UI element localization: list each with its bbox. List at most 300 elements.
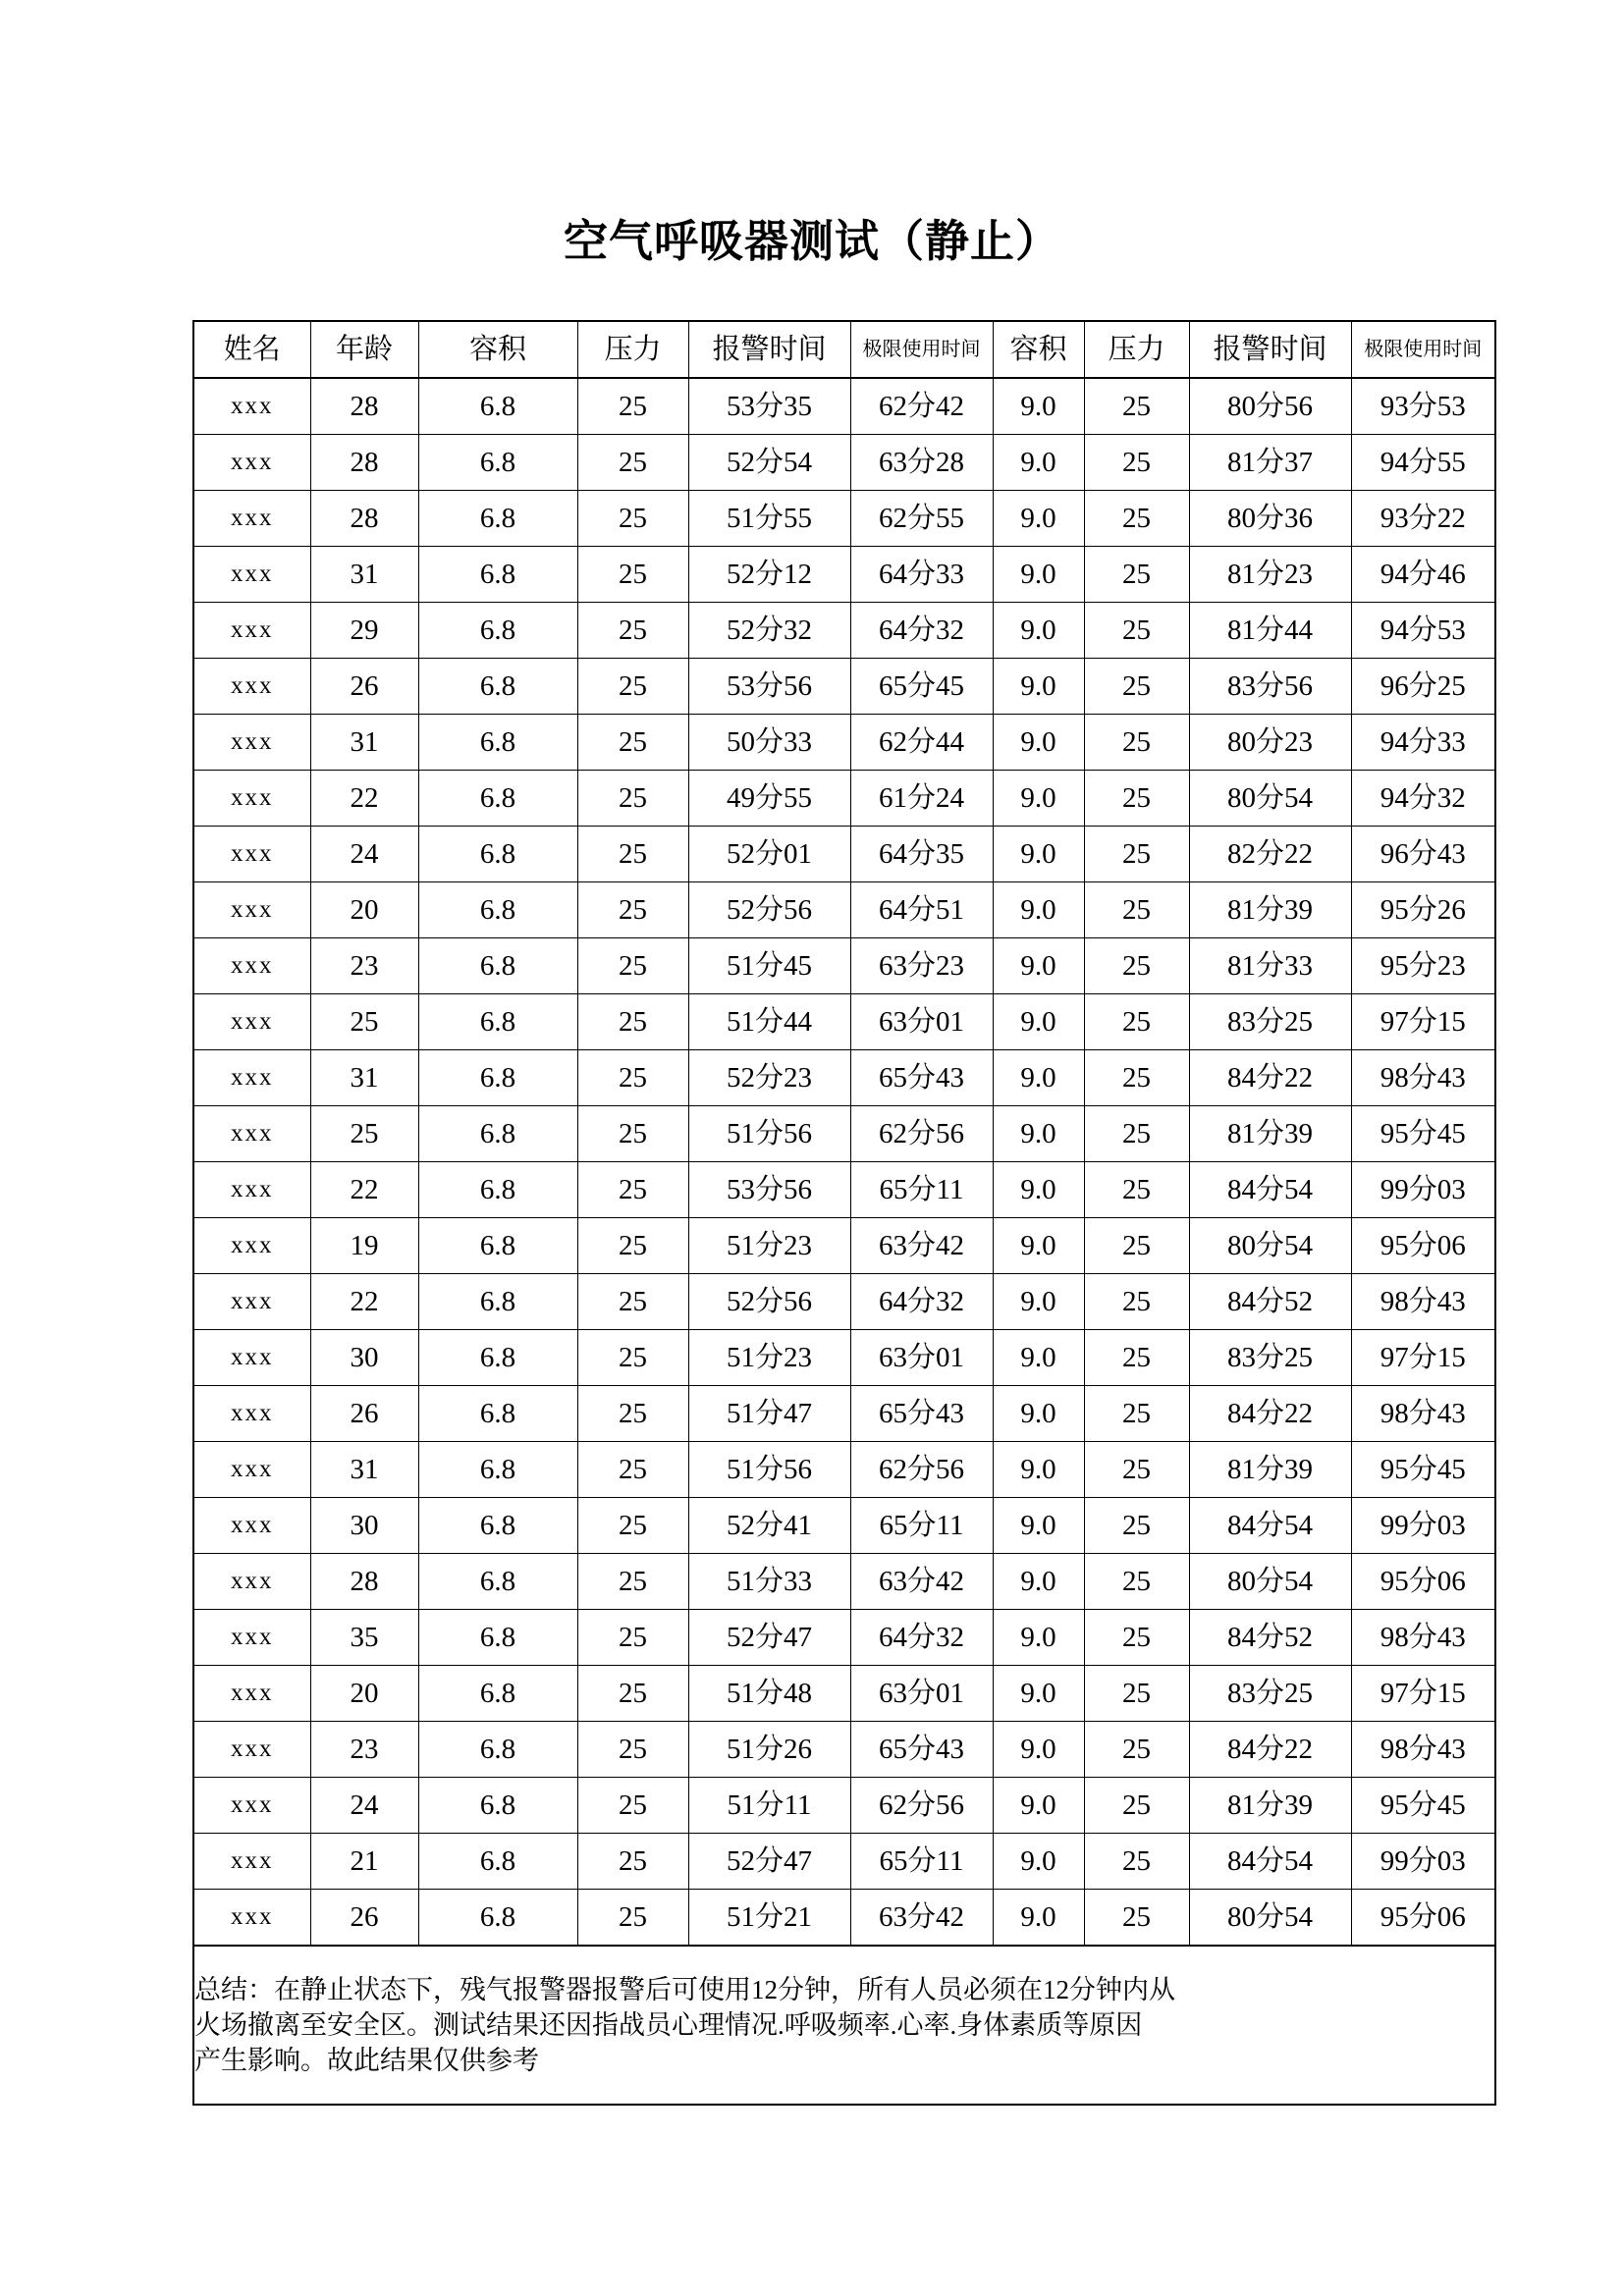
table-cell: 63分01	[850, 994, 993, 1050]
table-cell: 97分15	[1351, 1330, 1495, 1386]
table-cell: 9.0	[993, 771, 1084, 827]
table-cell: 81分39	[1189, 1442, 1351, 1498]
table-cell: 94分53	[1351, 603, 1495, 659]
table-cell: 49分55	[688, 771, 850, 827]
table-cell: 84分22	[1189, 1722, 1351, 1778]
table-cell: 94分55	[1351, 435, 1495, 491]
table-cell: 65分11	[850, 1498, 993, 1554]
table-cell: 25	[577, 1162, 688, 1218]
table-cell: 25	[1084, 1722, 1189, 1778]
table-cell: 22	[310, 1162, 418, 1218]
table-row	[193, 1890, 1495, 1947]
table-cell: xxx	[193, 659, 310, 715]
table-cell: 9.0	[993, 659, 1084, 715]
table-cell: 6.8	[418, 659, 577, 715]
table-cell: xxx	[193, 1834, 310, 1890]
table-cell: 28	[310, 378, 418, 435]
table-cell: 82分22	[1189, 827, 1351, 882]
table-cell: 29	[310, 603, 418, 659]
table-cell: 95分23	[1351, 938, 1495, 994]
table-cell: 9.0	[993, 491, 1084, 547]
table-cell: 81分33	[1189, 938, 1351, 994]
table-cell: 95分45	[1351, 1442, 1495, 1498]
table-cell: 26	[310, 659, 418, 715]
table-cell: 52分47	[688, 1834, 850, 1890]
table-cell: 63分28	[850, 435, 993, 491]
table-row	[193, 1386, 1495, 1442]
table-cell: 81分39	[1189, 1778, 1351, 1834]
table-cell: 25	[577, 378, 688, 435]
table-cell: 25	[577, 1834, 688, 1890]
table-cell: 96分43	[1351, 827, 1495, 882]
table-cell: 64分33	[850, 547, 993, 603]
table-cell: 99分03	[1351, 1498, 1495, 1554]
table-cell: 25	[1084, 378, 1189, 435]
summary-line-1: 总结：在静止状态下，残气报警器报警后可使用12分钟，所有人员必须在12分钟内从	[194, 1975, 1175, 2004]
table-cell: 25	[1084, 547, 1189, 603]
column-header-6: 容积	[993, 321, 1084, 378]
table-row	[193, 491, 1495, 547]
table-cell: 6.8	[418, 491, 577, 547]
table-cell: 98分43	[1351, 1722, 1495, 1778]
table-cell: 98分43	[1351, 1050, 1495, 1106]
table-cell: xxx	[193, 1610, 310, 1666]
table-cell: 9.0	[993, 1330, 1084, 1386]
table-cell: 6.8	[418, 771, 577, 827]
table-cell: 83分56	[1189, 659, 1351, 715]
table-row	[193, 1274, 1495, 1330]
table-cell: 51分33	[688, 1554, 850, 1610]
table-cell: 25	[1084, 1162, 1189, 1218]
table-cell: 9.0	[993, 938, 1084, 994]
table-cell: xxx	[193, 994, 310, 1050]
table-cell: 52分01	[688, 827, 850, 882]
table-row	[193, 771, 1495, 827]
table-cell: 25	[1084, 1778, 1189, 1834]
table-cell: 25	[577, 491, 688, 547]
table-row	[193, 1330, 1495, 1386]
table-cell: 6.8	[418, 1330, 577, 1386]
table-cell: 96分25	[1351, 659, 1495, 715]
table-cell: 25	[1084, 659, 1189, 715]
table-row	[193, 882, 1495, 938]
table-cell: 6.8	[418, 882, 577, 938]
table-cell: 51分55	[688, 491, 850, 547]
table-cell: 80分54	[1189, 1890, 1351, 1947]
table-cell: 25	[310, 1106, 418, 1162]
table-cell: 65分11	[850, 1162, 993, 1218]
table-cell: 6.8	[418, 603, 577, 659]
table-row	[193, 378, 1495, 435]
table-cell: 9.0	[993, 1890, 1084, 1947]
table-cell: xxx	[193, 771, 310, 827]
table-cell: 23	[310, 938, 418, 994]
table-row	[193, 1778, 1495, 1834]
table-cell: xxx	[193, 378, 310, 435]
table-row	[193, 435, 1495, 491]
table-cell: 9.0	[993, 1722, 1084, 1778]
table-cell: xxx	[193, 1274, 310, 1330]
table-cell: 52分12	[688, 547, 850, 603]
table-cell: 65分45	[850, 659, 993, 715]
table-cell: 6.8	[418, 1106, 577, 1162]
table-cell: xxx	[193, 882, 310, 938]
table-cell: 84分52	[1189, 1274, 1351, 1330]
summary-text	[194, 1972, 1494, 2078]
table-cell: 6.8	[418, 1162, 577, 1218]
table-cell: 25	[577, 882, 688, 938]
table-cell: 30	[310, 1330, 418, 1386]
table-cell: 51分56	[688, 1106, 850, 1162]
table-cell: 22	[310, 1274, 418, 1330]
table-cell: 63分01	[850, 1666, 993, 1722]
table-cell: 64分32	[850, 603, 993, 659]
table-cell: 25	[577, 1386, 688, 1442]
table-cell: 9.0	[993, 435, 1084, 491]
table-cell: 9.0	[993, 1218, 1084, 1274]
table-cell: 28	[310, 435, 418, 491]
table-cell: 53分56	[688, 659, 850, 715]
table-cell: xxx	[193, 1162, 310, 1218]
summary-line-2: 火场撤离至安全区。测试结果还因指战员心理情况.呼吸频率.心率.身体素质等原因	[194, 2010, 1143, 2040]
table-cell: 25	[1084, 1610, 1189, 1666]
table-row	[193, 827, 1495, 882]
table-row	[193, 1666, 1495, 1722]
table-cell: 95分06	[1351, 1218, 1495, 1274]
table-cell: 25	[1084, 1050, 1189, 1106]
table-cell: 25	[1084, 1386, 1189, 1442]
table-cell: 6.8	[418, 547, 577, 603]
column-header-9: 极限使用时间	[1351, 321, 1495, 378]
table-cell: 31	[310, 1442, 418, 1498]
table-cell: 95分06	[1351, 1890, 1495, 1947]
table-cell: 93分53	[1351, 378, 1495, 435]
table-cell: 25	[1084, 1498, 1189, 1554]
table-cell: 25	[577, 1610, 688, 1666]
table-cell: 84分22	[1189, 1386, 1351, 1442]
table-cell: 98分43	[1351, 1274, 1495, 1330]
table-cell: 35	[310, 1610, 418, 1666]
table-cell: 6.8	[418, 1498, 577, 1554]
table-row	[193, 938, 1495, 994]
table-cell: 23	[310, 1722, 418, 1778]
table-cell: 25	[1084, 1890, 1189, 1947]
table-cell: 83分25	[1189, 994, 1351, 1050]
table-cell: 53分56	[688, 1162, 850, 1218]
table-cell: 25	[577, 547, 688, 603]
table-cell: 93分22	[1351, 491, 1495, 547]
table-cell: 25	[1084, 435, 1189, 491]
table-cell: 26	[310, 1890, 418, 1947]
table-cell: 25	[1084, 491, 1189, 547]
table-row	[193, 603, 1495, 659]
column-header-1: 年龄	[310, 321, 418, 378]
table-cell: 25	[577, 1218, 688, 1274]
table-cell: 51分44	[688, 994, 850, 1050]
table-cell: 25	[577, 771, 688, 827]
table-cell: 9.0	[993, 1386, 1084, 1442]
table-cell: 25	[1084, 1330, 1189, 1386]
table-cell: 94分46	[1351, 547, 1495, 603]
table-cell: 9.0	[993, 1498, 1084, 1554]
table-cell: 64分35	[850, 827, 993, 882]
table-cell: 81分23	[1189, 547, 1351, 603]
table-cell: 95分45	[1351, 1778, 1495, 1834]
table-cell: 61分24	[850, 771, 993, 827]
table-cell: 25	[577, 1330, 688, 1386]
table-cell: 9.0	[993, 378, 1084, 435]
table-cell: 64分32	[850, 1274, 993, 1330]
table-cell: 98分43	[1351, 1610, 1495, 1666]
table-cell: 25	[577, 1498, 688, 1554]
table-cell: 62分42	[850, 378, 993, 435]
table-row	[193, 659, 1495, 715]
table-row	[193, 1554, 1495, 1610]
table-cell: 25	[1084, 1666, 1189, 1722]
table-cell: 99分03	[1351, 1834, 1495, 1890]
table-cell: 20	[310, 1666, 418, 1722]
table-cell: 64分51	[850, 882, 993, 938]
table-cell: 25	[1084, 771, 1189, 827]
table-cell: 99分03	[1351, 1162, 1495, 1218]
table-cell: 62分55	[850, 491, 993, 547]
table-cell: 6.8	[418, 715, 577, 771]
table-cell: 9.0	[993, 1610, 1084, 1666]
table-cell: xxx	[193, 1554, 310, 1610]
table-cell: 30	[310, 1498, 418, 1554]
table-cell: 9.0	[993, 1666, 1084, 1722]
table-cell: 9.0	[993, 1554, 1084, 1610]
table-cell: 51分48	[688, 1666, 850, 1722]
table-cell: 6.8	[418, 1386, 577, 1442]
table-cell: 24	[310, 827, 418, 882]
table-cell: 65分43	[850, 1722, 993, 1778]
table-cell: 51分56	[688, 1442, 850, 1498]
table-cell: 25	[577, 1050, 688, 1106]
table-cell: 63分01	[850, 1330, 993, 1386]
table-cell: xxx	[193, 1498, 310, 1554]
table-cell: 63分42	[850, 1890, 993, 1947]
table-cell: 51分23	[688, 1218, 850, 1274]
table-cell: 9.0	[993, 1778, 1084, 1834]
table-cell: 80分54	[1189, 1218, 1351, 1274]
table-cell: 28	[310, 491, 418, 547]
table-cell: 25	[1084, 1554, 1189, 1610]
table-cell: xxx	[193, 715, 310, 771]
table-cell: 9.0	[993, 827, 1084, 882]
table-cell: 31	[310, 715, 418, 771]
column-header-3: 压力	[577, 321, 688, 378]
table-cell: 9.0	[993, 994, 1084, 1050]
table-cell: 52分41	[688, 1498, 850, 1554]
table-cell: 6.8	[418, 1274, 577, 1330]
table-cell: 84分54	[1189, 1834, 1351, 1890]
table-cell: 65分43	[850, 1050, 993, 1106]
table-cell: 25	[577, 659, 688, 715]
table-cell: 52分32	[688, 603, 850, 659]
table-cell: 83分25	[1189, 1330, 1351, 1386]
table-cell: 25	[577, 938, 688, 994]
column-header-7: 压力	[1084, 321, 1189, 378]
table-cell: 84分54	[1189, 1162, 1351, 1218]
table-cell: 25	[1084, 827, 1189, 882]
table-cell: 25	[577, 435, 688, 491]
table-cell: 94分33	[1351, 715, 1495, 771]
table-cell: 51分47	[688, 1386, 850, 1442]
table-cell: 65分43	[850, 1386, 993, 1442]
table-cell: 25	[577, 994, 688, 1050]
table-cell: 63分42	[850, 1554, 993, 1610]
table-cell: xxx	[193, 1778, 310, 1834]
table-cell: 25	[1084, 1442, 1189, 1498]
table-footer	[193, 1946, 1495, 2105]
table-cell: 6.8	[418, 1778, 577, 1834]
table-cell: 52分56	[688, 882, 850, 938]
column-header-2: 容积	[418, 321, 577, 378]
table-cell: 31	[310, 547, 418, 603]
table-cell: xxx	[193, 1722, 310, 1778]
table-cell: 6.8	[418, 1834, 577, 1890]
table-cell: 6.8	[418, 994, 577, 1050]
table-cell: 25	[577, 715, 688, 771]
table-cell: xxx	[193, 491, 310, 547]
table-cell: 51分11	[688, 1778, 850, 1834]
table-cell: 51分21	[688, 1890, 850, 1947]
summary-row	[193, 1946, 1495, 2105]
table-cell: xxx	[193, 1890, 310, 1947]
column-header-4: 报警时间	[688, 321, 850, 378]
table-cell: xxx	[193, 1666, 310, 1722]
table-cell: 84分52	[1189, 1610, 1351, 1666]
table-cell: 62分56	[850, 1778, 993, 1834]
table-cell: 52分23	[688, 1050, 850, 1106]
table-row	[193, 1106, 1495, 1162]
table-cell: 80分36	[1189, 491, 1351, 547]
table-cell: xxx	[193, 1386, 310, 1442]
table-cell: 25	[1084, 1834, 1189, 1890]
table-cell: 9.0	[993, 603, 1084, 659]
table-row	[193, 1610, 1495, 1666]
table-cell: 65分11	[850, 1834, 993, 1890]
table-cell: 53分35	[688, 378, 850, 435]
table-cell: 25	[577, 1722, 688, 1778]
table-cell: 62分44	[850, 715, 993, 771]
summary-cell	[193, 1946, 1495, 2105]
table-cell: 25	[1084, 938, 1189, 994]
table-cell: 95分45	[1351, 1106, 1495, 1162]
table-cell: 6.8	[418, 1890, 577, 1947]
table-cell: 6.8	[418, 1666, 577, 1722]
column-header-0: 姓名	[193, 321, 310, 378]
table-cell: 50分33	[688, 715, 850, 771]
test-results-table-container	[192, 320, 1483, 2106]
table-cell: 9.0	[993, 1834, 1084, 1890]
table-cell: 52分47	[688, 1610, 850, 1666]
header-row	[193, 321, 1495, 378]
test-results-table	[192, 320, 1496, 2106]
table-cell: 25	[310, 994, 418, 1050]
table-cell: 63分23	[850, 938, 993, 994]
table-cell: 52分56	[688, 1274, 850, 1330]
table-cell: 81分39	[1189, 1106, 1351, 1162]
table-row	[193, 547, 1495, 603]
table-cell: 94分32	[1351, 771, 1495, 827]
summary-line-3: 产生影响。故此结果仅供参考	[194, 2046, 539, 2075]
table-cell: 22	[310, 771, 418, 827]
table-cell: 9.0	[993, 1274, 1084, 1330]
table-cell: 25	[1084, 715, 1189, 771]
table-cell: 25	[1084, 1274, 1189, 1330]
table-cell: 6.8	[418, 827, 577, 882]
table-cell: 80分54	[1189, 771, 1351, 827]
table-cell: 9.0	[993, 882, 1084, 938]
table-cell: 25	[1084, 603, 1189, 659]
table-cell: 9.0	[993, 1162, 1084, 1218]
column-header-8: 报警时间	[1189, 321, 1351, 378]
table-cell: 51分26	[688, 1722, 850, 1778]
table-cell: 84分22	[1189, 1050, 1351, 1106]
table-cell: xxx	[193, 435, 310, 491]
table-cell: 95分06	[1351, 1554, 1495, 1610]
table-cell: 51分45	[688, 938, 850, 994]
table-cell: 20	[310, 882, 418, 938]
table-cell: 25	[577, 1778, 688, 1834]
table-cell: xxx	[193, 938, 310, 994]
table-cell: 9.0	[993, 1106, 1084, 1162]
table-row	[193, 994, 1495, 1050]
table-cell: 25	[577, 1666, 688, 1722]
table-cell: 25	[1084, 994, 1189, 1050]
table-cell: 9.0	[993, 547, 1084, 603]
table-cell: 25	[1084, 1106, 1189, 1162]
table-cell: 9.0	[993, 715, 1084, 771]
table-cell: 80分56	[1189, 378, 1351, 435]
table-cell: 81分44	[1189, 603, 1351, 659]
table-cell: 6.8	[418, 1722, 577, 1778]
table-cell: 31	[310, 1050, 418, 1106]
table-cell: 84分54	[1189, 1498, 1351, 1554]
table-cell: 6.8	[418, 1218, 577, 1274]
table-cell: 6.8	[418, 435, 577, 491]
table-body	[193, 378, 1495, 1946]
table-cell: 81分39	[1189, 882, 1351, 938]
table-cell: xxx	[193, 1106, 310, 1162]
table-cell: 6.8	[418, 1554, 577, 1610]
page-title: 空气呼吸器测试（静止）	[563, 217, 1060, 266]
table-row	[193, 1442, 1495, 1498]
table-cell: 83分25	[1189, 1666, 1351, 1722]
table-row	[193, 1498, 1495, 1554]
table-cell: 81分37	[1189, 435, 1351, 491]
table-cell: 25	[577, 603, 688, 659]
table-cell: xxx	[193, 1442, 310, 1498]
column-header-5: 极限使用时间	[850, 321, 993, 378]
table-cell: 97分15	[1351, 994, 1495, 1050]
table-cell: xxx	[193, 1330, 310, 1386]
table-cell: 19	[310, 1218, 418, 1274]
table-cell: 9.0	[993, 1050, 1084, 1106]
table-cell: 62分56	[850, 1106, 993, 1162]
table-cell: 6.8	[418, 1050, 577, 1106]
table-row	[193, 1722, 1495, 1778]
table-cell: 64分32	[850, 1610, 993, 1666]
table-cell: 6.8	[418, 1442, 577, 1498]
table-row	[193, 1218, 1495, 1274]
table-cell: 25	[1084, 882, 1189, 938]
table-row	[193, 1834, 1495, 1890]
table-cell: 25	[577, 827, 688, 882]
table-cell: xxx	[193, 1050, 310, 1106]
